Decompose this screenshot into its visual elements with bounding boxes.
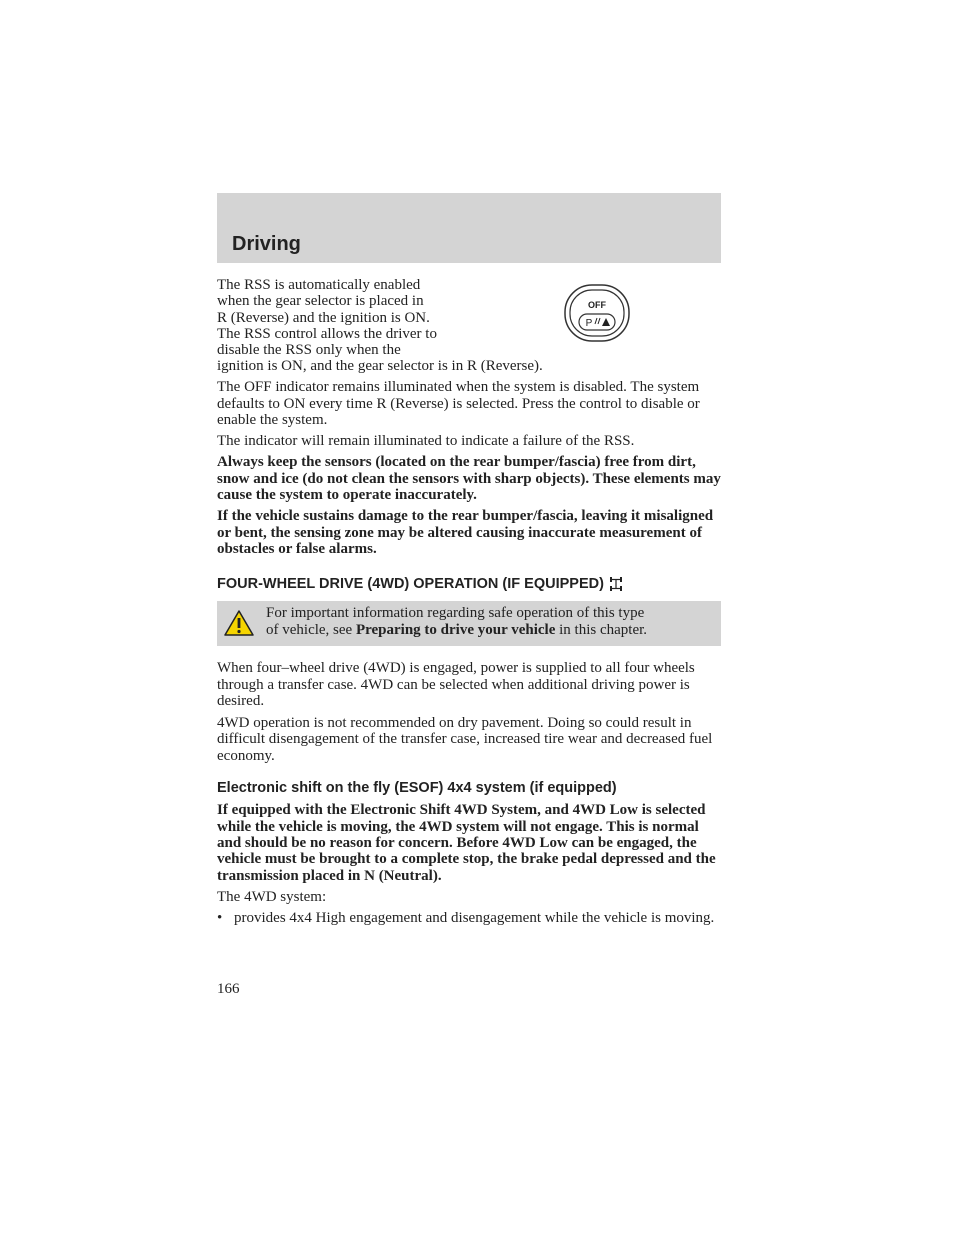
safety-notice-line: For important information regarding safe operation of this type <box>266 605 645 622</box>
rss-intro-last-line: ignition is ON, and the gear selector is in R (Reverse). <box>217 358 543 375</box>
4wd-pavement-text: 4WD operation is not recommended on dry pavement. Doing so could result in difficult disengagement of the transfer case, increased tire wear and decreased fuel economy. <box>217 715 713 764</box>
4wd-drivetrain-icon <box>608 575 624 593</box>
warning-triangle-icon <box>223 609 255 637</box>
rss-intro-line: disable the RSS only when the <box>217 342 401 359</box>
rss-intro-line: when the gear selector is placed in <box>217 293 424 310</box>
page-content <box>217 277 721 926</box>
4wd-safety-notice <box>217 601 721 646</box>
esof-system-intro: The 4WD system: <box>217 888 327 905</box>
safety-notice-line <box>266 622 716 639</box>
4wd-heading <box>217 575 721 593</box>
rss-sensor-warning: Always keep the sensors (located on the rear bumper/fascia) free from dirt, snow and ice (do not clean the sensors with sharp objects). These elements may cause the system to operate inaccurately. <box>217 454 721 504</box>
section-title: Driving <box>232 233 301 255</box>
rss-intro-line: The RSS control allows the driver to <box>217 325 437 342</box>
list-item-text: provides 4x4 High engagement and disengagement while the vehicle is moving. <box>234 909 715 926</box>
rss-intro-line: The RSS is automatically enabled <box>217 277 421 293</box>
rss-failure-text: The indicator will remain illuminated to indicate a failure of the RSS. <box>217 433 635 450</box>
rss-damage-warning: If the vehicle sustains damage to the rear bumper/fascia, leaving it misaligned or bent, the sensing zone may be altered causing inaccurate measurement of obstacles or false alarms. <box>217 508 714 557</box>
rss-intro-text <box>217 277 477 358</box>
safety-notice-prefix: of vehicle, see <box>266 622 356 639</box>
rss-icon-off-label: OFF <box>588 300 606 310</box>
rss-off-indicator-text: The OFF indicator remains illuminated when the system is disabled. The system defaults to ON every time R (Reverse) is selected. Press the control to disable or enable the system. <box>217 379 700 428</box>
rss-off-button-icon <box>562 282 632 344</box>
bullet-marker: • <box>217 909 223 926</box>
list-item <box>217 910 721 926</box>
safety-notice-suffix: in this chapter. <box>555 622 648 639</box>
page-number: 166 <box>217 981 240 997</box>
esof-heading: Electronic shift on the fly (ESOF) 4x4 system (if equipped) <box>217 780 617 797</box>
4wd-heading-text: FOUR-WHEEL DRIVE (4WD) OPERATION (IF EQUIPPED) <box>217 576 604 593</box>
esof-warning-text: If equipped with the Electronic Shift 4WD System, and 4WD Low is selected while the vehicle is moving, the 4WD system will not engage. This is normal and should be no reason for concern. Before 4WD Low can be engaged, the vehicle must be brought to a complete stop, the brake pedal depressed and the transmission placed in N (Neutral). <box>217 802 716 884</box>
rss-intro <box>217 277 721 375</box>
rss-intro-line: R (Reverse) and the ignition is ON. <box>217 309 430 326</box>
rss-icon-p-label: P <box>585 318 593 329</box>
chapter-reference: Preparing to drive your vehicle <box>355 622 556 639</box>
4wd-safety-notice-text <box>266 605 716 639</box>
4wd-engaged-text: When four–wheel drive (4WD) is engaged, power is supplied to all four wheels through a transfer case. 4WD can be selected when additional driving power is desired. <box>217 660 695 709</box>
